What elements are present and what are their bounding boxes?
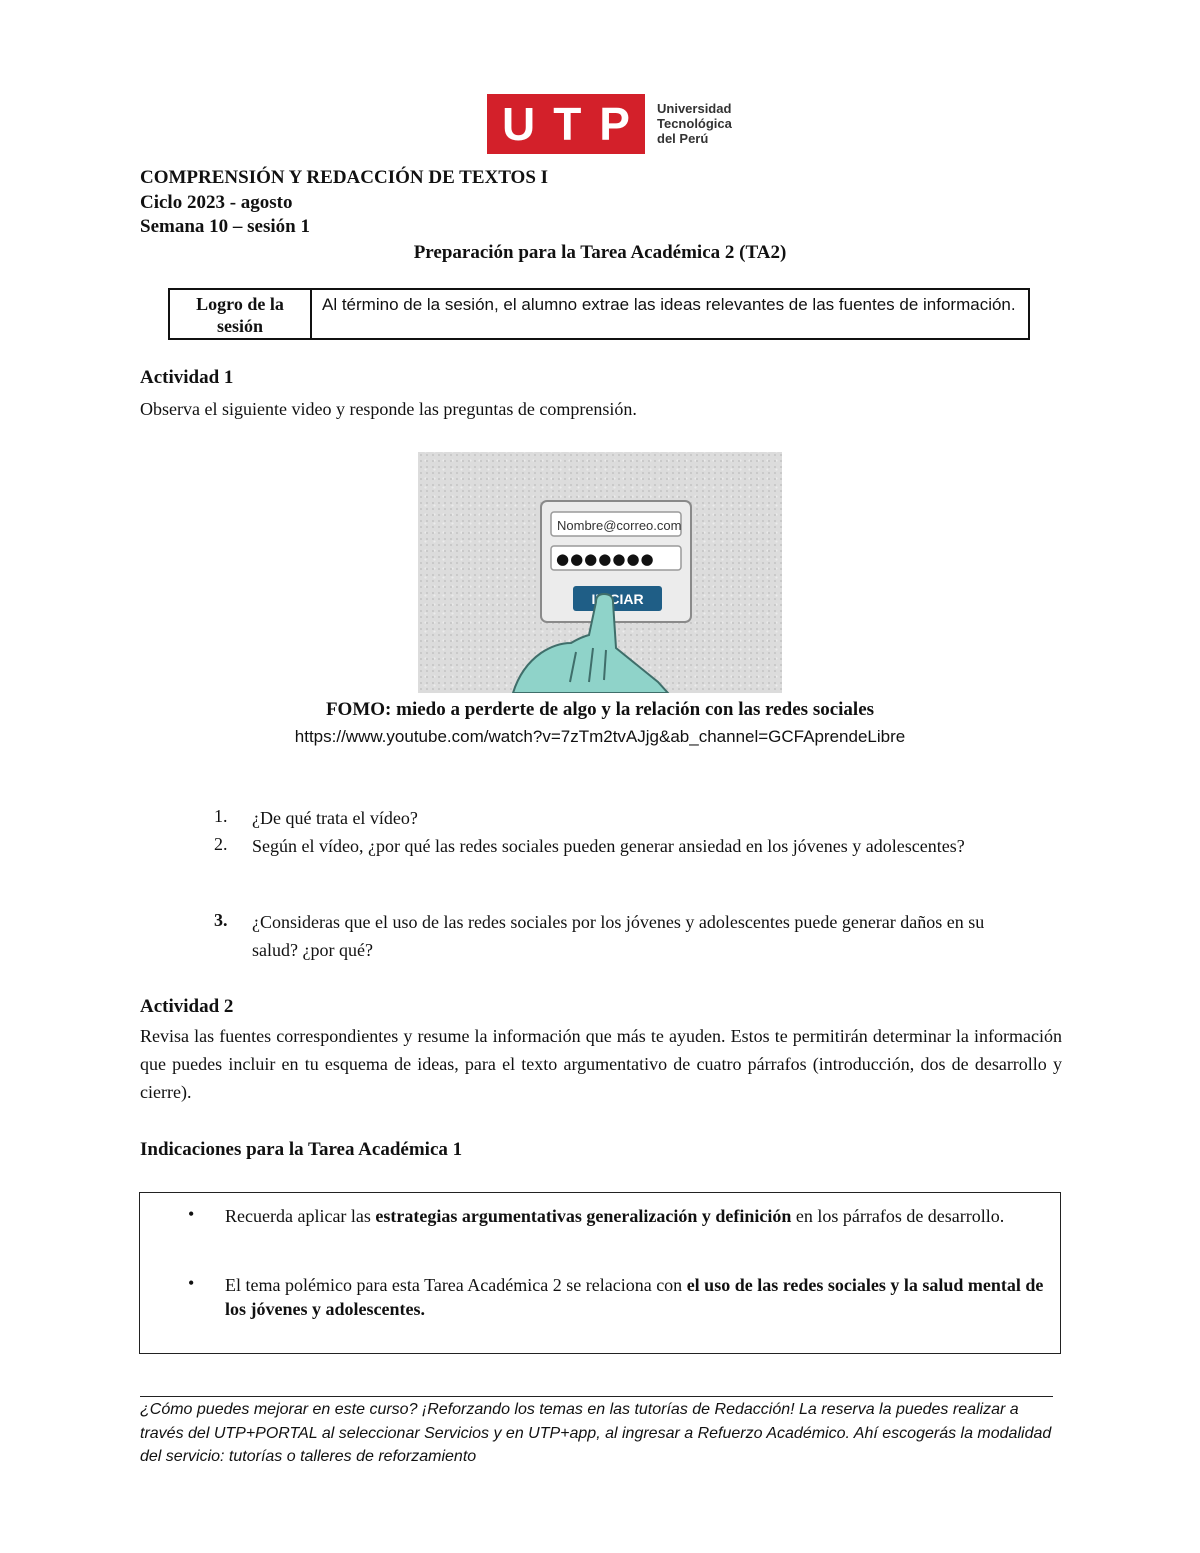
week-label: Semana 10 – sesión 1: [140, 216, 310, 237]
actividad-1-title: Actividad 1: [140, 367, 234, 388]
bullet-2-bold: el uso de las redes sociales y la salud mental de los jóvenes y adolescentes.: [225, 1275, 1044, 1319]
logro-label: [170, 290, 312, 338]
bullet-2-text: [225, 1273, 1045, 1321]
bullet-2-pre: El tema polémico para esta Tarea Académica 2 se relaciona con: [225, 1275, 687, 1295]
video-title: FOMO: miedo a perderte de algo y la relación con las redes sociales: [325, 699, 875, 720]
question-3-number: 3.: [214, 910, 228, 930]
question-3-text: ¿Consideras que el uso de las redes sociales por los jóvenes y adolescentes puede generar daños en su salud? ¿por qué?: [252, 912, 985, 960]
course-title: COMPRENSIÓN Y REDACCIÓN DE TEXTOS I: [140, 167, 549, 188]
bullet-2-dot: •: [188, 1273, 195, 1293]
footer-rule: [140, 1396, 1053, 1397]
logo-university-name: [657, 101, 732, 146]
login-illustration: [418, 452, 782, 693]
utp-logo-mark: [487, 94, 645, 154]
logro-label-line-2: sesión: [216, 316, 263, 336]
bullet-1-pre: Recuerda aplicar las: [225, 1206, 376, 1226]
question-2-text: Según el vídeo, ¿por qué las redes sociales pueden generar ansiedad en los jóvenes y adolescentes?: [252, 836, 965, 856]
bullet-1-dot: •: [188, 1204, 195, 1224]
thumbnail-email-field: Nombre@correo.com: [557, 518, 682, 533]
actividad-1-instruction: Observa el siguiente video y responde las preguntas de comprensión.: [140, 399, 637, 419]
actividad-2-title: Actividad 2: [140, 996, 234, 1017]
actividad-2-text: Revisa las fuentes correspondientes y resume la información que más te ayuden. Estos te permitirán determinar la información que puedes incluir en tu esquema de ideas, para el texto argumentativo de cuatro párrafos (introducción, dos de desarrollo y cierre).: [140, 1026, 1062, 1102]
logro-table: [168, 288, 1030, 340]
page-title: Preparación para la Tarea Académica 2 (TA2): [413, 242, 787, 263]
cycle-label: Ciclo 2023 - agosto: [140, 192, 293, 213]
indicaciones-title: Indicaciones para la Tarea Académica 1: [140, 1139, 463, 1160]
logo-letter-u: U: [501, 98, 536, 150]
logo-letter-t: T: [553, 98, 582, 150]
question-1-number: 1.: [214, 806, 228, 826]
logo-letter-p: P: [599, 98, 630, 150]
question-1-text: ¿De qué trata el vídeo?: [252, 808, 418, 828]
thumbnail-login-button: INICIAR: [591, 591, 644, 607]
logro-text: Al término de la sesión, el alumno extrae las ideas relevantes de las fuentes de información.: [322, 295, 1016, 314]
video-thumbnail[interactable]: [418, 452, 782, 693]
thumbnail-password-field: ●●●●●●●: [556, 550, 655, 568]
utp-logo: [487, 94, 737, 154]
logo-name-line-1: Universidad: [657, 101, 732, 116]
footer-note: ¿Cómo puedes mejorar en este curso? ¡Reforzando los temas en las tutorías de Redacción! La reserva la puedes realizar a través del UTP+PORTAL al seleccionar Servicios y en UTP+app, al ingresar a Refuerzo Académico. Ahí escogerás la modalidad del servicio: tutorías o talleres de reforzamiento: [140, 1401, 1052, 1465]
logro-label-line-1: Logro de la: [196, 294, 284, 314]
logo-name-line-2: Tecnológica: [657, 116, 732, 131]
video-link[interactable]: https://www.youtube.com/watch?v=7zTm2tvAJjg&ab_channel=GCFAprendeLibre: [294, 727, 906, 746]
bullet-1-post: en los párrafos de desarrollo.: [791, 1206, 1005, 1226]
bullet-1-bold: estrategias argumentativas generalización y definición: [375, 1206, 792, 1226]
question-2-number: 2.: [214, 834, 228, 854]
bullet-1-text: [225, 1204, 1045, 1228]
logo-name-line-3: del Perú: [657, 131, 709, 146]
